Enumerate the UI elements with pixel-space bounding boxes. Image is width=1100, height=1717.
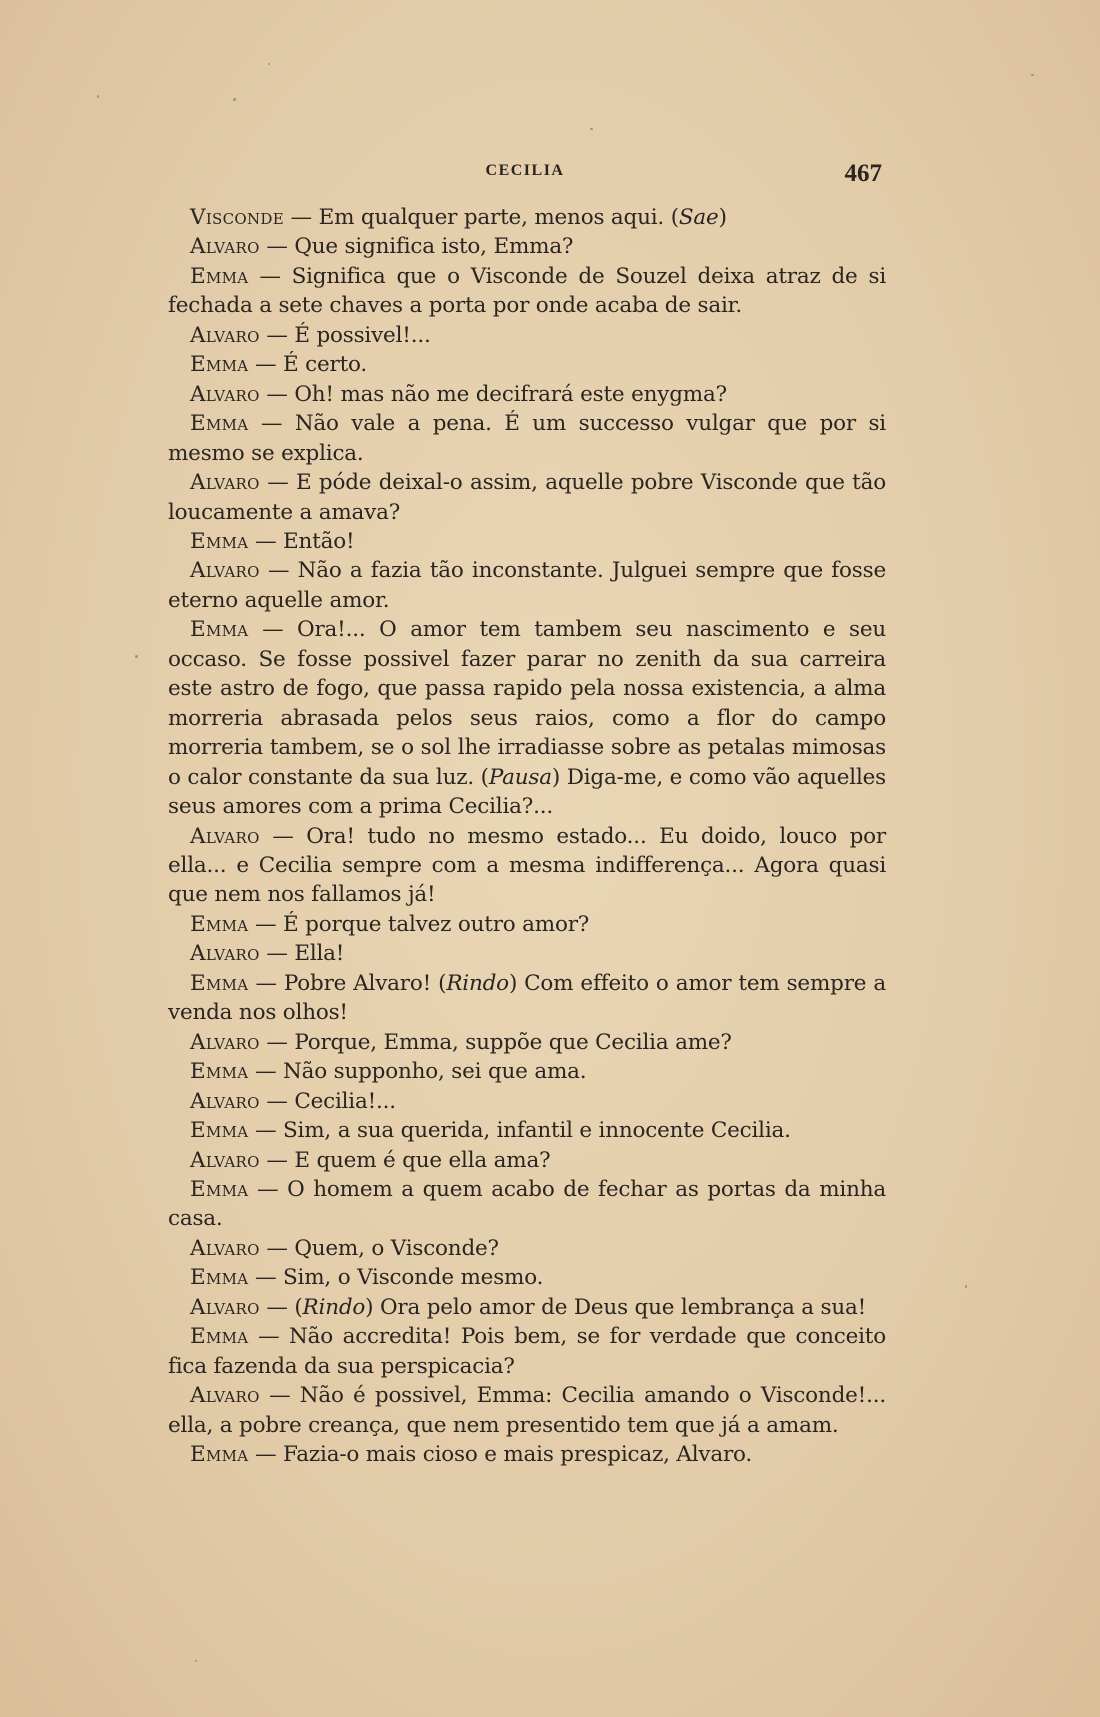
dialogue-paragraph	[168, 1293, 886, 1322]
em-dash: —	[248, 352, 284, 378]
speech-text: O homem a quem acabo de fechar as portas da minha casa.	[168, 1176, 886, 1232]
dialogue-paragraph	[168, 321, 886, 350]
speaker-name: Emma	[190, 1118, 249, 1144]
dialogue-paragraph	[168, 939, 886, 968]
em-dash: —	[248, 528, 284, 554]
speaker-name: Alvaro	[190, 322, 260, 348]
page-number: 467	[844, 160, 882, 187]
speech-text: É porque talvez outro amor?	[283, 911, 590, 937]
dialogue-paragraph	[168, 1146, 886, 1175]
dialogue-paragraph	[168, 1440, 886, 1469]
em-dash: —	[259, 1147, 295, 1173]
dialogue-paragraph	[168, 468, 886, 527]
dialogue-paragraph	[168, 1234, 886, 1263]
speech-text: Em qualquer parte, menos aqui. (	[318, 205, 679, 230]
dialogue-paragraph	[168, 350, 886, 379]
dialogue-paragraph	[168, 822, 886, 910]
speech-text: Não supponho, sei que ama.	[283, 1059, 587, 1085]
speech-text: Significa que o Visconde de Souzel deixa atraz de si fechada a sete chaves a porta por onde acaba de sair.	[168, 263, 886, 319]
stage-direction: Rindo	[446, 970, 509, 996]
em-dash: —	[248, 1176, 288, 1202]
speech-text: Então!	[283, 528, 355, 554]
speech-text: É possivel!...	[294, 322, 431, 348]
dialogue-paragraph	[168, 1087, 886, 1116]
speaker-name: Emma	[190, 1059, 249, 1085]
em-dash: —	[259, 381, 295, 407]
em-dash: —	[259, 1088, 295, 1114]
running-head	[165, 160, 885, 190]
speech-text: ) Com effeito o amor tem sempre a venda nos olhos!	[168, 970, 886, 1026]
em-dash: —	[259, 823, 307, 849]
speech-text: Sim, a sua querida, infantil e innocente Cecilia.	[283, 1118, 791, 1144]
speaker-name: Emma	[190, 911, 249, 937]
speech-text: Não a fazia tão inconstante. Julguei sempre que fosse eterno aquelle amor.	[168, 558, 886, 613]
speaker-name: Emma	[190, 1442, 249, 1468]
running-title: CECILIA	[485, 162, 565, 179]
em-dash: —	[248, 1324, 289, 1350]
dialogue-paragraph	[168, 1028, 886, 1057]
speech-text: É certo.	[283, 352, 368, 378]
speaker-name: Alvaro	[190, 1029, 260, 1055]
dialogue-paragraph	[168, 380, 886, 409]
dialogue-paragraph	[168, 1116, 886, 1145]
speech-text: Não accredita! Pois bem, se for verdade que conceito fica fazenda da sua perspicacia?	[168, 1324, 886, 1379]
speaker-name: Alvaro	[190, 941, 260, 967]
dialogue-paragraph	[168, 1175, 886, 1234]
dialogue-paragraph	[168, 910, 886, 939]
stage-direction: Sae	[678, 205, 719, 230]
em-dash: —	[259, 1235, 295, 1261]
speaker-name: Emma	[190, 1324, 249, 1350]
em-dash: —	[284, 205, 319, 230]
speech-text: E póde deixal-o assim, aquelle pobre Visconde que tão loucamente a amava?	[168, 470, 886, 525]
speaker-name: Alvaro	[190, 558, 260, 584]
dialogue-paragraph	[168, 203, 886, 232]
em-dash: —	[248, 1118, 284, 1144]
speaker-name: Emma	[190, 528, 249, 554]
em-dash: —	[259, 234, 295, 260]
em-dash: —	[259, 1383, 300, 1409]
speaker-name: Alvaro	[190, 1383, 260, 1409]
speech-text: Que significa isto, Emma?	[294, 234, 574, 260]
em-dash: —	[248, 1059, 284, 1085]
stage-direction: Rindo	[302, 1294, 366, 1320]
dialogue-paragraph	[168, 232, 886, 261]
em-dash: —	[248, 411, 295, 437]
speech-text: Fazia-o mais cioso e mais prespicaz, Alvaro.	[283, 1442, 753, 1468]
speaker-name: Emma	[190, 617, 249, 643]
stage-direction: Pausa	[488, 764, 552, 790]
em-dash: —	[248, 617, 298, 643]
speech-text: Porque, Emma, suppõe que Cecilia ame?	[294, 1029, 732, 1055]
speaker-name: Alvaro	[190, 1235, 260, 1261]
speech-text: E quem é que ella ama?	[294, 1147, 551, 1173]
speaker-name: Emma	[190, 970, 249, 996]
speech-text: Cecilia!...	[294, 1088, 396, 1114]
dialogue-paragraph	[168, 1381, 886, 1440]
speech-text: Pobre Alvaro! (	[283, 970, 447, 996]
speaker-name: Emma	[190, 1265, 249, 1291]
em-dash: —	[248, 263, 292, 289]
em-dash: —	[259, 1029, 295, 1055]
dialogue-paragraph	[168, 1322, 886, 1381]
speaker-name: Emma	[190, 411, 249, 437]
speaker-name: Alvaro	[190, 381, 260, 407]
dialogue-paragraph	[168, 556, 886, 615]
speaker-name: Visconde	[190, 205, 285, 230]
speaker-name: Alvaro	[190, 823, 260, 849]
speech-text: Oh! mas não me decifrará este enygma?	[294, 381, 727, 407]
em-dash: —	[259, 470, 296, 496]
dialogue-paragraph	[168, 262, 886, 321]
speech-text: Sim, o Visconde mesmo.	[283, 1265, 544, 1291]
em-dash: —	[248, 970, 284, 996]
speech-text: (	[294, 1294, 303, 1320]
speaker-name: Alvaro	[190, 1147, 260, 1173]
speaker-name: Alvaro	[190, 1088, 260, 1114]
speaker-name: Emma	[190, 263, 249, 289]
speaker-name: Alvaro	[190, 470, 260, 496]
em-dash: —	[259, 941, 295, 967]
em-dash: —	[248, 1265, 284, 1291]
speaker-name: Alvaro	[190, 1294, 260, 1320]
speech-text: Ora!... O amor tem tambem seu nascimento e seu occaso. Se fosse possivel fazer parar no zenith da sua carreira este astro de fogo, que passa rapido pela nossa existencia, a alma morreria abrasada pelos seus raios, como a flor do campo morreria tambem, se o sol lhe irradiasse sobre as petalas mimosas o calor constante da sua luz. (	[168, 617, 886, 790]
em-dash: —	[259, 322, 295, 348]
speech-text: Ella!	[294, 941, 345, 967]
speech-text: Ora! tudo no mesmo estado... Eu doido, louco por ella... e Cecilia sempre com a mesma indifferença... Agora quasi que nem nos fallamos já!	[168, 823, 886, 908]
em-dash: —	[259, 558, 298, 584]
speech-text: Não vale a pena. É um successo vulgar que por si mesmo se explica.	[168, 411, 886, 466]
speech-text: ) Diga-me, e como vão aquelles seus amores com a prima Cecilia?...	[168, 764, 887, 820]
dialogue-paragraph	[168, 615, 886, 821]
dialogue-text	[168, 203, 886, 1469]
em-dash: —	[248, 1442, 284, 1468]
speaker-name: Alvaro	[190, 234, 260, 260]
speech-text: ) Ora pelo amor de Deus que lembrança a sua!	[365, 1294, 867, 1320]
dialogue-paragraph	[168, 527, 886, 556]
dialogue-paragraph	[168, 409, 886, 468]
speech-text: Quem, o Visconde?	[294, 1235, 499, 1261]
em-dash: —	[259, 1294, 295, 1320]
speaker-name: Emma	[190, 352, 249, 378]
em-dash: —	[248, 911, 284, 937]
dialogue-paragraph	[168, 1263, 886, 1292]
dialogue-paragraph	[168, 1057, 886, 1086]
speech-text: Não é possivel, Emma: Cecilia amando o Visconde!... ella, a pobre creança, que nem presentido tem que já a amam.	[168, 1383, 886, 1438]
speaker-name: Emma	[190, 1176, 249, 1202]
speech-text: )	[718, 205, 727, 230]
dialogue-paragraph	[168, 969, 886, 1028]
